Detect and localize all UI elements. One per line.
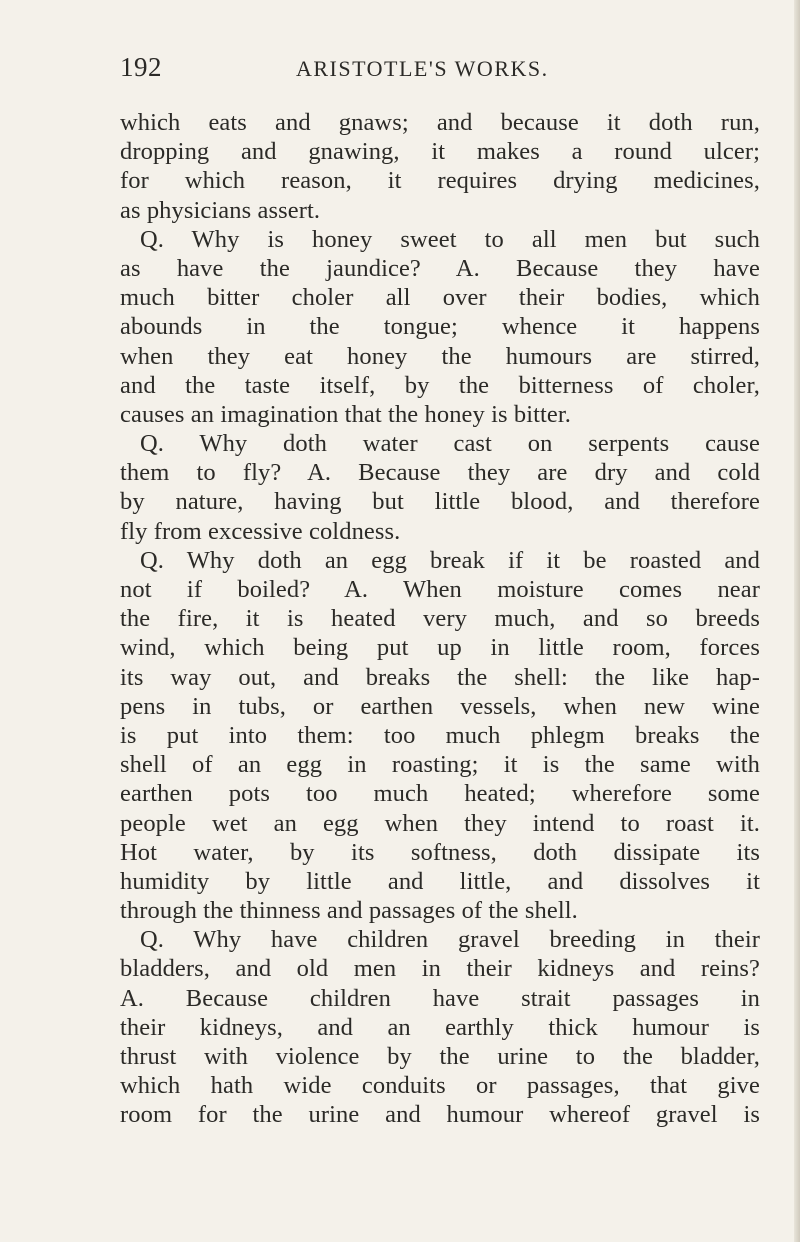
text-line: Hot water, by its softness, doth dissipate its bbox=[120, 838, 760, 866]
text-line: Q. Why is honey sweet to all men but such bbox=[140, 225, 760, 253]
text-line: its way out, and breaks the shell: the like hap- bbox=[120, 663, 760, 691]
text-line: is put into them: too much phlegm breaks the bbox=[120, 721, 760, 749]
text-line: through the thinness and passages of the shell. bbox=[120, 897, 578, 925]
text-line: not if boiled? A. When moisture comes near bbox=[120, 576, 760, 603]
text-line: A. Because children have strait passages in bbox=[120, 984, 760, 1012]
text-line: Q. Why doth water cast on serpents cause bbox=[140, 430, 760, 458]
text-line: their kidneys, and an earthly thick humour is bbox=[120, 1013, 760, 1041]
text-line: Q. Why doth an egg break if it be roasted and bbox=[140, 546, 760, 574]
text-line: which hath wide conduits or passages, that give bbox=[120, 1072, 760, 1100]
text-line: as have the jaundice? A. Because they have bbox=[120, 254, 760, 282]
text-line: as physicians assert. bbox=[120, 196, 321, 224]
text-line: shell of an egg in roasting; it is the same with bbox=[120, 751, 760, 779]
text-line: fly from excessive coldness. bbox=[120, 517, 401, 545]
text-line: people wet an egg when they intend to roast it. bbox=[120, 809, 760, 837]
body-text bbox=[120, 108, 760, 1130]
text-line: humidity by little and little, and dissolves it bbox=[120, 867, 760, 895]
text-line: Q. Why have children gravel breeding in their bbox=[140, 926, 760, 954]
text-line: by nature, having but little blood, and therefore bbox=[120, 488, 760, 516]
page-edge-shadow bbox=[794, 0, 800, 1242]
text-line: earthen pots too much heated; wherefore some bbox=[120, 780, 760, 808]
page-header bbox=[120, 52, 760, 86]
text-line: bladders, and old men in their kidneys and reins? bbox=[120, 955, 760, 983]
text-line: the fire, it is heated very much, and so breeds bbox=[120, 605, 760, 633]
text-line: for which reason, it requires drying medicines, bbox=[120, 167, 760, 195]
text-line: thrust with violence by the urine to the bladder, bbox=[120, 1043, 760, 1070]
text-line: room for the urine and humour whereof gravel is bbox=[120, 1101, 760, 1129]
text-line: dropping and gnawing, it makes a round ulcer; bbox=[120, 138, 760, 166]
running-title: ARISTOTLE'S WORKS. bbox=[296, 56, 549, 81]
text-line: which eats and gnaws; and because it doth run, bbox=[120, 109, 760, 136]
text-line: pens in tubs, or earthen vessels, when new wine bbox=[120, 692, 760, 720]
text-line: much bitter choler all over their bodies, which bbox=[120, 284, 760, 312]
page-number: 192 bbox=[120, 52, 162, 82]
text-line: abounds in the tongue; whence it happens bbox=[120, 313, 760, 341]
text-line: and the taste itself, by the bitterness of choler, bbox=[120, 371, 760, 399]
text-line: causes an imagination that the honey is bitter. bbox=[120, 400, 572, 428]
text-line: them to fly? A. Because they are dry and cold bbox=[120, 459, 760, 487]
text-line: wind, which being put up in little room, forces bbox=[120, 634, 760, 662]
text-line: when they eat honey the humours are stirred, bbox=[120, 342, 760, 370]
